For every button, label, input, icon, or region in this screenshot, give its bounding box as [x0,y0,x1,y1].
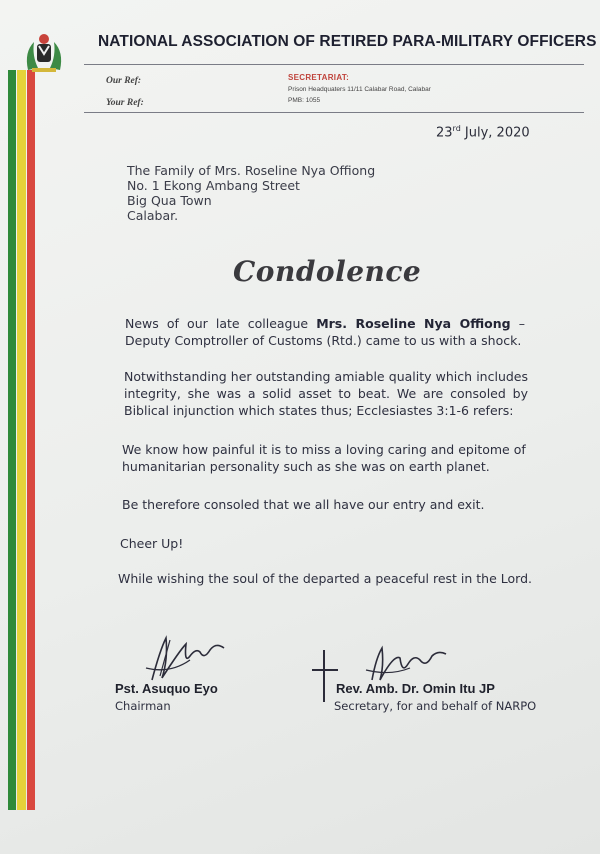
header-rule-bottom [84,112,584,113]
chairman-name: Pst. Asuquo Eyo [115,681,218,696]
recipient-line: The Family of Mrs. Roseline Nya Offiong [127,163,376,178]
recipient-line: No. 1 Ekong Ambang Street [127,178,300,193]
coat-of-arms-icon [22,30,66,76]
body-paragraph-6: While wishing the soul of the departed a peaceful rest in the Lord. [118,571,532,586]
your-ref-label: Your Ref: [106,98,144,108]
letter-heading: Condolence [233,255,422,288]
secretary-name: Rev. Amb. Dr. Omin Itu JP [336,681,495,696]
letter-date: 23rd July, 2020 [436,124,530,141]
recipient-address [127,163,375,223]
body-paragraph-2: Notwithstanding her outstanding amiable quality which includes integrity, she was a solid asset to beat. We are consoled by Biblical injunction which states thus; Ecclesiastes 3:1-6 refers: [124,369,528,418]
organization-title: NATIONAL ASSOCIATION OF RETIRED PARA-MILITARY OFFICERS [98,33,597,50]
secretary-role: Secretary, for and behalf of NARPO [334,699,537,713]
body-paragraph-3: We know how painful it is to miss a loving caring and epitome of humanitarian personality such as she was on earth planet. [122,442,526,474]
flag-stripe-yellow [17,70,26,810]
chairman-role: Chairman [115,699,171,713]
flag-stripe-red [27,70,35,810]
secretariat-pmb: PMB: 1055 [288,97,321,104]
flag-stripe-green [8,70,16,810]
recipient-line: Calabar. [127,208,179,223]
our-ref-label: Our Ref: [106,76,142,86]
body-paragraph-5: Cheer Up! [120,536,184,551]
body-paragraph-1: News of our late colleague Mrs. Roseline Nya Offiong – Deputy Comptroller of Customs (Rtd.) came to us with a shock. [125,316,525,348]
body-paragraph-4: Be therefore consoled that we all have our entry and exit. [122,497,485,512]
header-rule-top [84,64,584,65]
recipient-line: Big Qua Town [127,193,212,208]
secretariat-address: Prison Headquaters 11/11 Calabar Road, Calabar [288,86,431,93]
secretariat-label: SECRETARIAT: [288,73,350,82]
